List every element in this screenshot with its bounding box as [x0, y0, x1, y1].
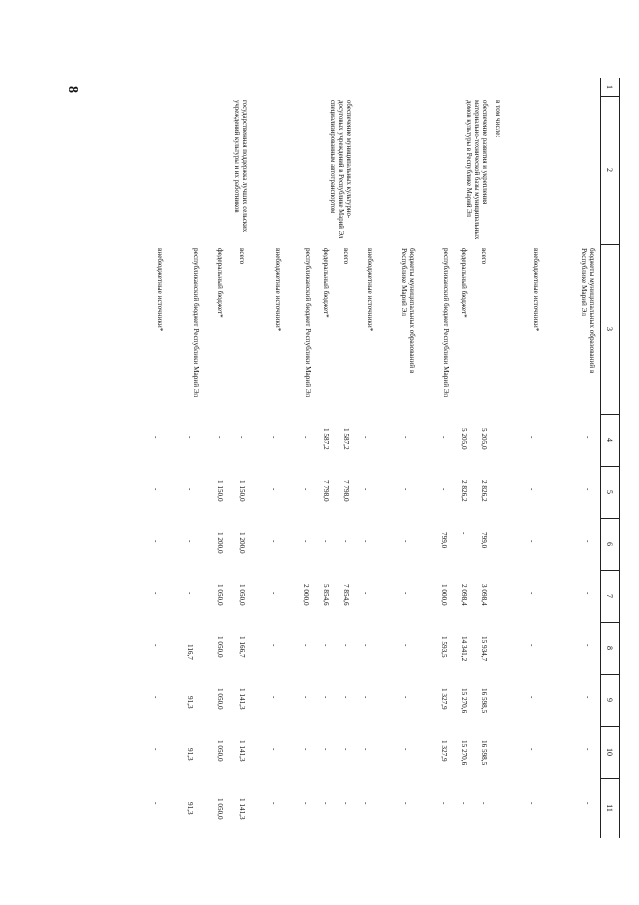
header-col-8: 8: [605, 646, 615, 650]
row-15-col4: -: [152, 436, 160, 439]
row-11-col9: -: [270, 696, 278, 699]
row-4-col6: -: [460, 532, 468, 535]
row-6-col5: -: [402, 488, 410, 491]
row-1-col11: -: [528, 802, 536, 805]
row-11-col10: -: [270, 748, 278, 751]
row-12-col4: -: [238, 436, 246, 439]
row-10-col5: -: [302, 488, 310, 491]
row-9-col5: 7 798,0: [322, 480, 330, 502]
row-14-col7: -: [186, 592, 194, 595]
row-3-col8: 15 934,7: [480, 636, 488, 662]
row-1-col8: -: [528, 644, 536, 647]
header-col-7: 7: [605, 594, 615, 598]
row-1-col10: -: [528, 748, 536, 751]
header-col-2: 2: [605, 168, 615, 172]
row-12-col9: 1 141,3: [238, 688, 246, 710]
row-10-col7: 2 000,0: [302, 584, 310, 606]
row-5-col6: 799,0: [440, 532, 448, 549]
header-col-3: 3: [605, 327, 615, 331]
row-3-col9: 16 598,5: [480, 688, 488, 714]
row-7-col7: -: [362, 592, 370, 595]
row-12-col5: 1 150,0: [238, 480, 246, 502]
header-col-10: 10: [605, 748, 615, 756]
row-5-col8: 1 593,5: [440, 636, 448, 658]
header-col-6: 6: [605, 542, 615, 546]
row-0-col10: -: [584, 748, 592, 751]
page-number: 8: [65, 86, 80, 93]
row-4-col9: 15 270,6: [460, 688, 468, 714]
row-12-col11: 1 141,3: [238, 798, 246, 820]
budget-table: [100, 78, 620, 838]
row-10-col4: -: [302, 436, 310, 439]
row-5-col4: -: [440, 436, 448, 439]
row-0-col6: -: [584, 540, 592, 543]
row-4-col4: 5 205,0: [460, 428, 468, 450]
row-8-col7: 7 854,6: [342, 584, 350, 606]
row-10-col9: -: [302, 696, 310, 699]
row-6-col4: -: [402, 436, 410, 439]
row-7-col3: внебюджетные источники*: [366, 248, 374, 332]
row-6-col7: -: [402, 592, 410, 595]
row-2-col2: в том числе:: [494, 100, 502, 138]
row-10-col8: -: [302, 644, 310, 647]
row-13-col9: 1 050,0: [216, 688, 224, 710]
row-4-col7: 2 098,4: [460, 584, 468, 606]
row-15-col6: -: [152, 540, 160, 543]
row-12-col8: 1 166,7: [238, 636, 246, 658]
row-12-col7: 1 050,0: [238, 584, 246, 606]
row-15-col7: -: [152, 592, 160, 595]
header-col-5: 5: [605, 490, 615, 494]
row-3-col10: 16 598,5: [480, 740, 488, 766]
row-3-col2: обеспечение развития и укрепления материально-технической базы муниципальных домов культуры в Республике Марий Эл: [465, 100, 488, 240]
row-5-col5: -: [440, 488, 448, 491]
row-3-col3: всего: [480, 248, 488, 265]
row-0-col8: -: [584, 644, 592, 647]
row-14-col5: -: [186, 488, 194, 491]
row-14-col3: республиканский бюджет Республики Марий Эл: [192, 248, 200, 398]
row-6-col9: -: [402, 696, 410, 699]
row-8-col10: -: [342, 748, 350, 751]
row-9-col4: 1 587,2: [322, 428, 330, 450]
row-9-col7: 5 854,6: [322, 584, 330, 606]
row-10-col11: -: [302, 802, 310, 805]
row-12-col2: государственная поддержка лучших сельских учреждений культуры и их работников: [233, 100, 248, 233]
row-0-col9: -: [584, 696, 592, 699]
row-8-col2: обеспечение муниципальных культурно-досуговых учреждений в Республике Марий Эл специализированным автотранспортом: [329, 100, 352, 239]
row-0-col7: -: [584, 592, 592, 595]
row-13-col5: 1 150,0: [216, 480, 224, 502]
row-14-col8: 116,7: [186, 644, 194, 660]
row-9-col3: федеральный бюджет*: [322, 248, 330, 318]
rotated-table-container: [100, 78, 620, 838]
row-10-col3: республиканский бюджет Республики Марий Эл: [304, 248, 312, 398]
row-0-col4: -: [584, 436, 592, 439]
row-1-col3: внебюджетные источники*: [532, 248, 540, 332]
row-11-col3: внебюджетные источники*: [274, 248, 282, 332]
row-15-col11: -: [152, 802, 160, 805]
row-13-col8: 1 050,0: [216, 636, 224, 658]
row-15-col3: внебюджетные источники*: [156, 248, 164, 332]
row-5-col11: -: [440, 802, 448, 805]
row-15-col5: -: [152, 488, 160, 491]
row-14-col10: 91,3: [186, 748, 194, 761]
row-8-col8: -: [342, 644, 350, 647]
row-3-col5: 2 826,2: [480, 480, 488, 502]
header-col-1: 1: [605, 85, 615, 89]
row-8-col6: -: [342, 540, 350, 543]
header-col-9: 9: [605, 698, 615, 702]
row-14-col6: -: [186, 540, 194, 543]
row-9-col10: -: [322, 748, 330, 751]
row-12-col6: 1 200,0: [238, 532, 246, 554]
row-13-col3: федеральный бюджет*: [216, 248, 224, 318]
row-5-col9: 1 327,9: [440, 688, 448, 710]
header-col-11: 11: [605, 804, 615, 812]
row-4-col5: 2 826,2: [460, 480, 468, 502]
row-1-col6: -: [528, 540, 536, 543]
row-11-col6: -: [270, 540, 278, 543]
row-13-col11: 1 050,0: [216, 798, 224, 820]
row-15-col10: -: [152, 748, 160, 751]
row-5-col3: республиканский бюджет Республики Марий Эл: [442, 248, 450, 398]
row-13-col7: 1 050,0: [216, 584, 224, 606]
row-5-col7: 1 000,0: [440, 584, 448, 606]
row-1-col7: -: [528, 592, 536, 595]
row-7-col8: -: [362, 644, 370, 647]
row-0-col11: -: [584, 802, 592, 805]
row-4-col11: -: [460, 802, 468, 805]
row-11-col5: -: [270, 488, 278, 491]
row-7-col11: -: [362, 802, 370, 805]
row-13-col6: 1 200,0: [216, 532, 224, 554]
row-13-col4: -: [216, 436, 224, 439]
row-5-col10: 1 327,9: [440, 740, 448, 762]
row-7-col9: -: [362, 696, 370, 699]
row-7-col6: -: [362, 540, 370, 543]
row-6-col3: бюджеты муниципальных образований в Республике Марий Эл: [400, 248, 416, 374]
row-15-col8: -: [152, 644, 160, 647]
row-12-col10: 1 141,3: [238, 740, 246, 762]
row-10-col10: -: [302, 748, 310, 751]
row-7-col10: -: [362, 748, 370, 751]
row-11-col7: -: [270, 592, 278, 595]
row-8-col9: -: [342, 696, 350, 699]
row-3-col4: 5 205,0: [480, 428, 488, 450]
row-0-col3: бюджеты муниципальных образований в Республике Марий Эл: [580, 248, 596, 374]
table-header-row: [600, 78, 620, 838]
row-9-col6: -: [322, 540, 330, 543]
row-0-col5: -: [584, 488, 592, 491]
row-6-col8: -: [402, 644, 410, 647]
row-9-col11: -: [322, 802, 330, 805]
row-11-col8: -: [270, 644, 278, 647]
row-11-col4: -: [270, 436, 278, 439]
row-6-col10: -: [402, 748, 410, 751]
row-4-col8: 14 341,2: [460, 636, 468, 662]
row-3-col7: 3 098,4: [480, 584, 488, 606]
row-1-col5: -: [528, 488, 536, 491]
row-7-col5: -: [362, 488, 370, 491]
row-8-col11: -: [342, 802, 350, 805]
row-14-col9: 91,3: [186, 696, 194, 709]
row-8-col4: 1 587,2: [342, 428, 350, 450]
row-9-col8: -: [322, 644, 330, 647]
row-10-col6: -: [302, 540, 310, 543]
row-3-col11: -: [480, 802, 488, 805]
row-8-col3: всего: [342, 248, 350, 265]
row-7-col4: -: [362, 436, 370, 439]
row-11-col11: -: [270, 802, 278, 805]
row-13-col10: 1 050,0: [216, 740, 224, 762]
header-col-4: 4: [605, 438, 615, 442]
row-6-col11: -: [402, 802, 410, 805]
row-12-col3: всего: [238, 248, 246, 265]
row-9-col9: -: [322, 696, 330, 699]
row-6-col6: -: [402, 540, 410, 543]
row-14-col4: -: [186, 436, 194, 439]
row-15-col9: -: [152, 696, 160, 699]
row-8-col5: 7 798,0: [342, 480, 350, 502]
row-4-col3: федеральный бюджет*: [460, 248, 468, 318]
row-3-col6: 799,0: [480, 532, 488, 549]
row-1-col4: -: [528, 436, 536, 439]
row-14-col11: 91,3: [186, 802, 194, 815]
row-4-col10: 15 270,6: [460, 740, 468, 766]
row-1-col9: -: [528, 696, 536, 699]
